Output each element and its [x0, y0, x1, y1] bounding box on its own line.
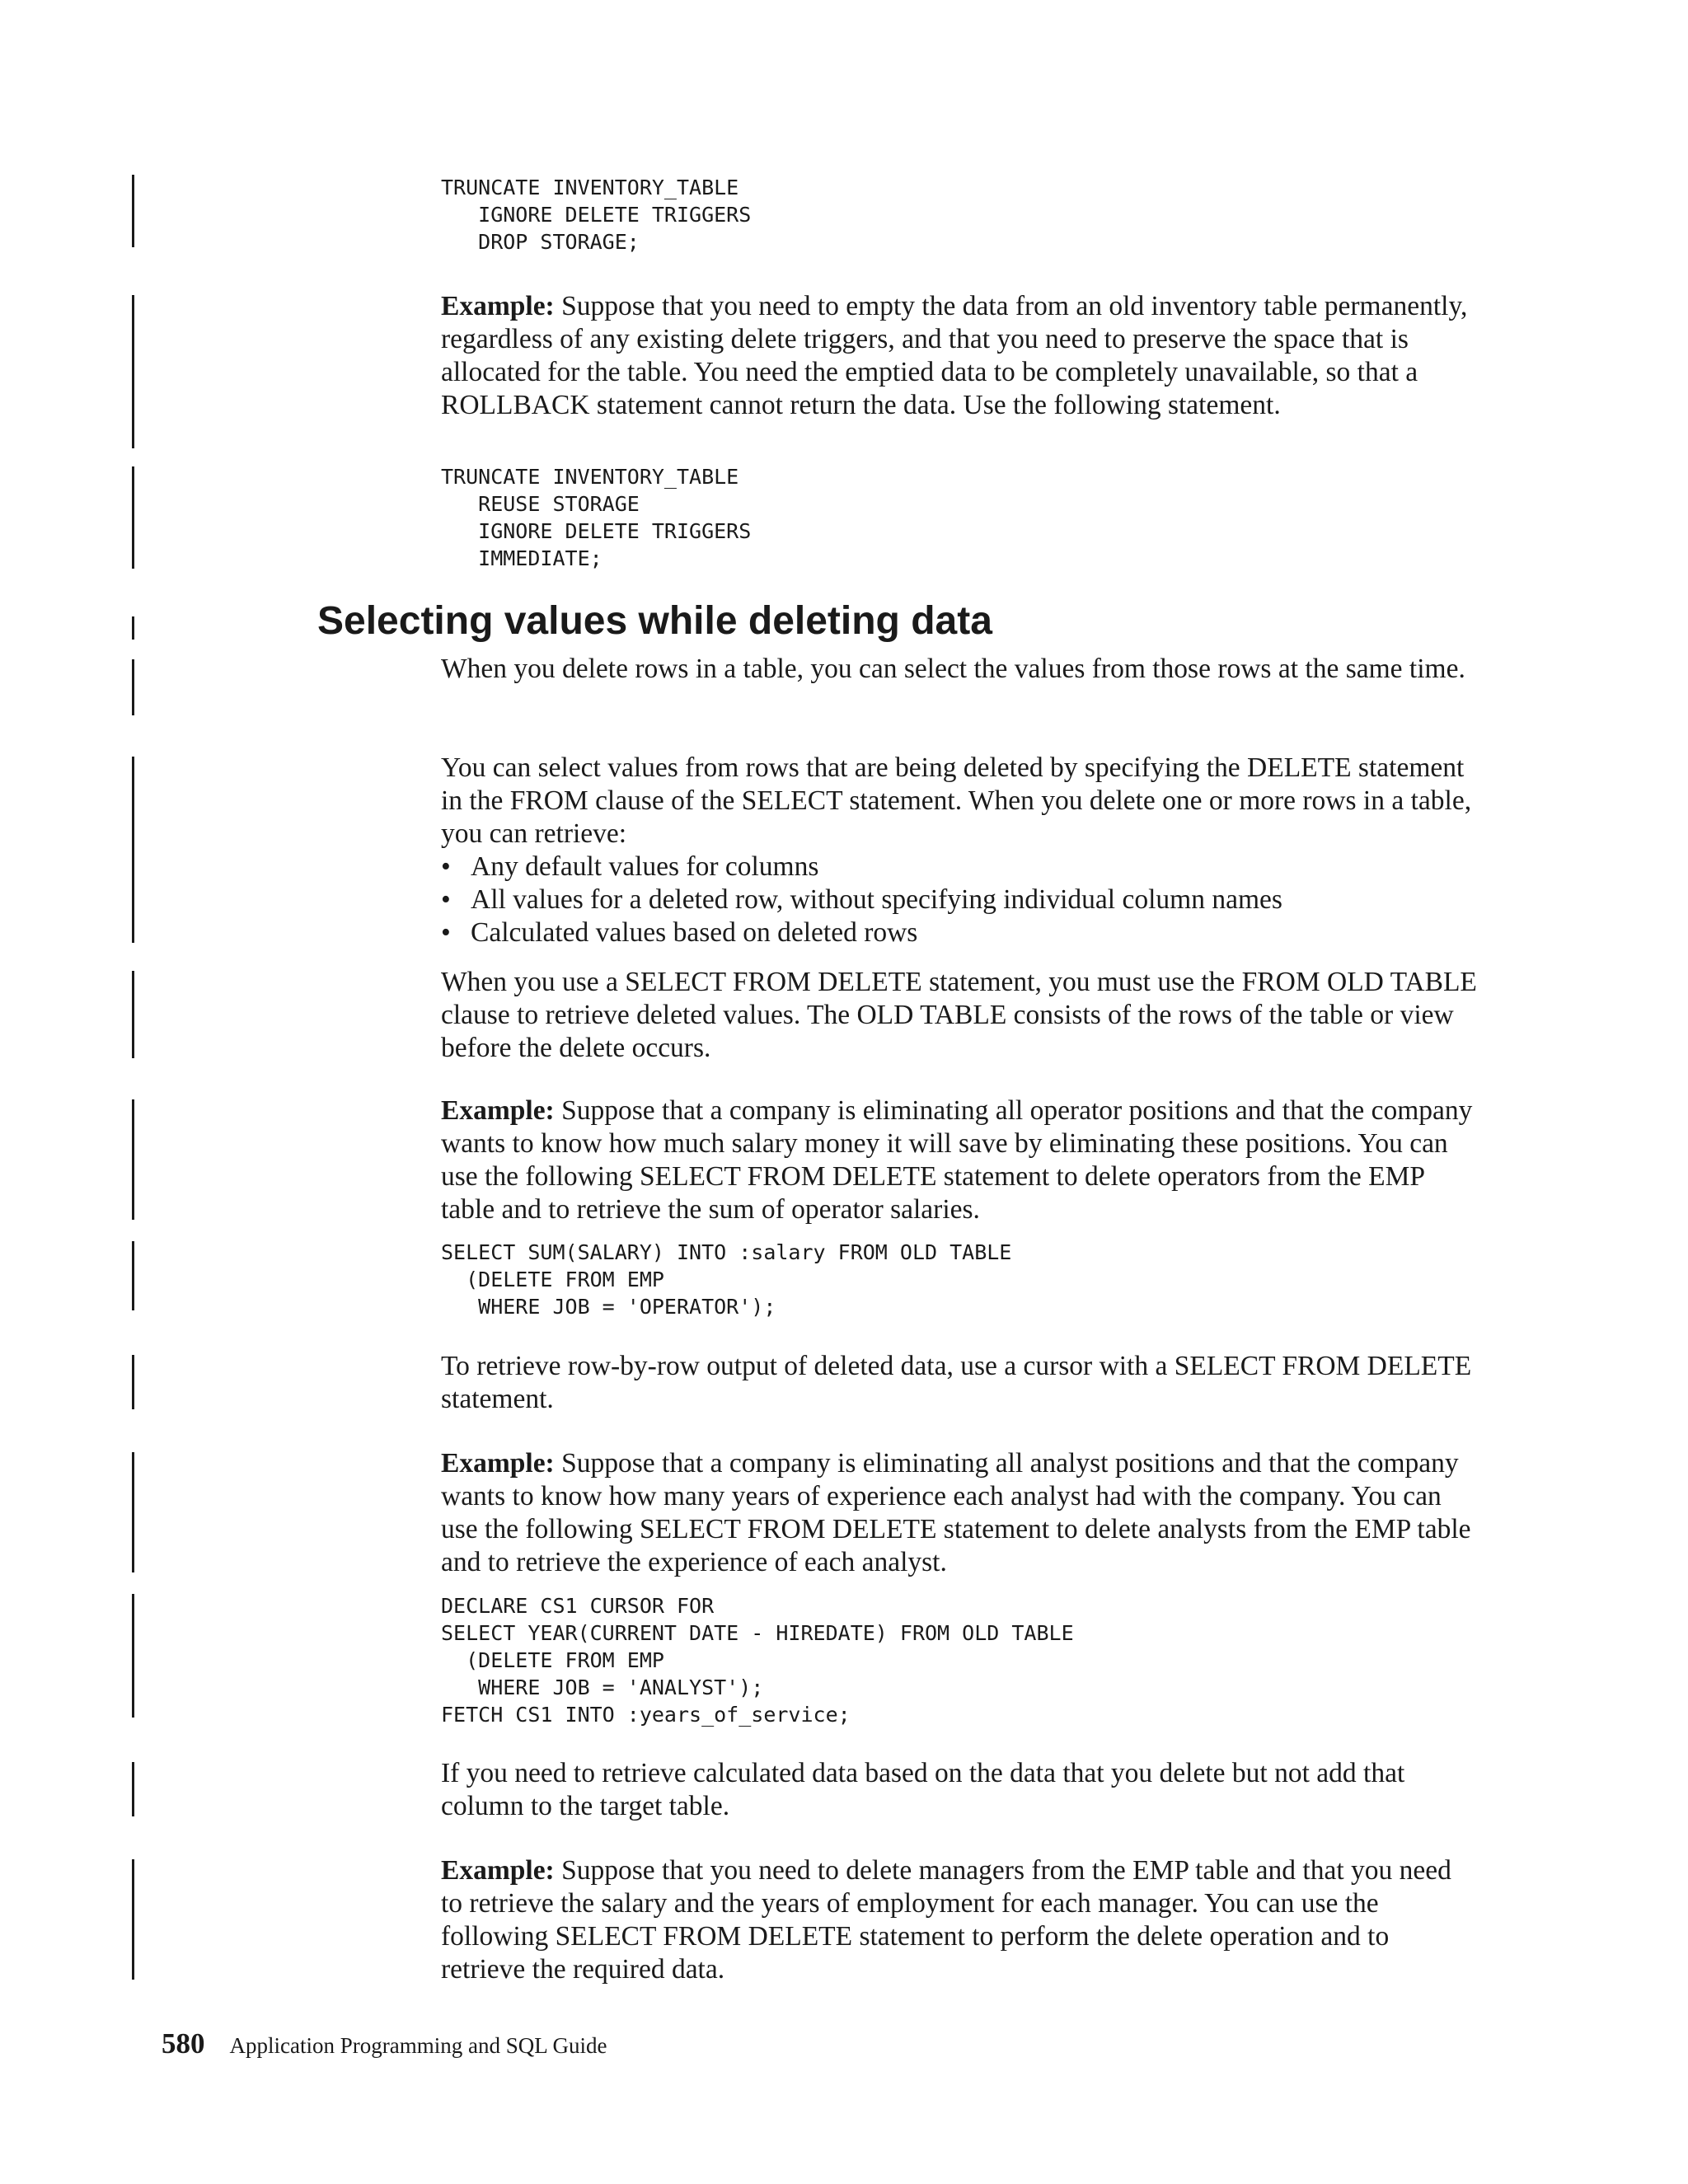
paragraph-text: Suppose that you need to delete managers from the EMP table and that you need to retrieve the salary and the years of employment for each manager. You can use the following SELECT FROM DELETE statement to perform the delete operation and to retrieve the required data.: [441, 1855, 1451, 1985]
change-bar: [132, 1099, 134, 1220]
example-label: Example:: [441, 1855, 555, 1886]
paragraph-example-analyst: [441, 1447, 1479, 1579]
change-bar: [132, 1859, 134, 1980]
example-label: Example:: [441, 1095, 555, 1126]
example-label: Example:: [441, 1448, 555, 1479]
section-heading: Selecting values while deleting data: [317, 599, 992, 643]
list-item: • All values for a deleted row, without specifying individual column names: [441, 883, 1479, 916]
change-bar: [132, 1762, 134, 1816]
code-select-sum: SELECT SUM(SALARY) INTO :salary FROM OLD TABLE (DELETE FROM EMP WHERE JOB = 'OPERATOR');: [441, 1240, 1012, 1319]
paragraph-old-table: When you use a SELECT FROM DELETE statement, you must use the FROM OLD TABLE clause to retrieve deleted values. The OLD TABLE consists of the rows of the table or view before the delete occurs.: [441, 967, 1477, 1063]
example-label: Example:: [441, 291, 555, 321]
change-bar: [132, 616, 134, 640]
change-bar: [132, 1452, 134, 1572]
book-title: Application Programming and SQL Guide: [229, 2033, 607, 2058]
change-bar: [132, 1355, 134, 1409]
paragraph-calculated: If you need to retrieve calculated data based on the data that you delete but not add that column to the target table.: [441, 1758, 1405, 1821]
paragraph-text: Suppose that you need to empty the data from an old inventory table permanently, regardless of any existing delete triggers, and that you need to preserve the space that is allocated for the table. You need the emptied data to be completely unavailable, so that a ROLLBACK statement cannot return the data. Use the following statement.: [441, 291, 1468, 420]
page-footer: [162, 2027, 607, 2060]
code-truncate-reuse: TRUNCATE INVENTORY_TABLE REUSE STORAGE IGNORE DELETE TRIGGERS IMMEDIATE;: [441, 465, 752, 570]
page-number: 580: [162, 2027, 205, 2060]
change-bar: [132, 175, 134, 247]
change-bar: [132, 757, 134, 943]
paragraph-row-by-row: To retrieve row-by-row output of deleted data, use a cursor with a SELECT FROM DELETE statement.: [441, 1351, 1472, 1414]
paragraph-example-truncate: [441, 290, 1479, 422]
paragraph-intro: When you delete rows in a table, you can select the values from those rows at the same time.: [441, 654, 1465, 684]
paragraph-select-values: You can select values from rows that are being deleted by specifying the DELETE statement in the FROM clause of the SELECT statement. When you delete one or more rows in a table, you can retrieve:: [441, 752, 1472, 849]
paragraph-example-managers: [441, 1854, 1479, 1986]
paragraph-example-operator: [441, 1094, 1479, 1226]
change-bar: [132, 295, 134, 448]
change-bar: [132, 971, 134, 1058]
list-item: • Calculated values based on deleted rows: [441, 916, 1479, 949]
code-declare-cursor: DECLARE CS1 CURSOR FOR SELECT YEAR(CURRENT DATE - HIREDATE) FROM OLD TABLE (DELETE FROM EMP WHERE JOB = 'ANALYST'); FETCH CS1 INTO :years_of_service;: [441, 1594, 1074, 1727]
retrieve-list: [441, 851, 1479, 949]
change-bar: [132, 466, 134, 569]
list-item: • Any default values for columns: [441, 851, 1479, 883]
change-bar: [132, 659, 134, 715]
paragraph-text: Suppose that a company is eliminating all operator positions and that the company wants to know how much salary money it will save by eliminating these positions. You can use the following SELECT FROM DELETE statement to delete operators from the EMP table and to retrieve the sum of operator salaries.: [441, 1095, 1473, 1225]
change-bar: [132, 1594, 134, 1718]
paragraph-text: Suppose that a company is eliminating all analyst positions and that the company wants to know how many years of experience each analyst had with the company. You can use the following SELECT FROM DELETE statement to delete analysts from the EMP table and to retrieve the experience of each analyst.: [441, 1448, 1471, 1577]
code-truncate-drop: TRUNCATE INVENTORY_TABLE IGNORE DELETE TRIGGERS DROP STORAGE;: [441, 176, 752, 254]
change-bar: [132, 1241, 134, 1310]
